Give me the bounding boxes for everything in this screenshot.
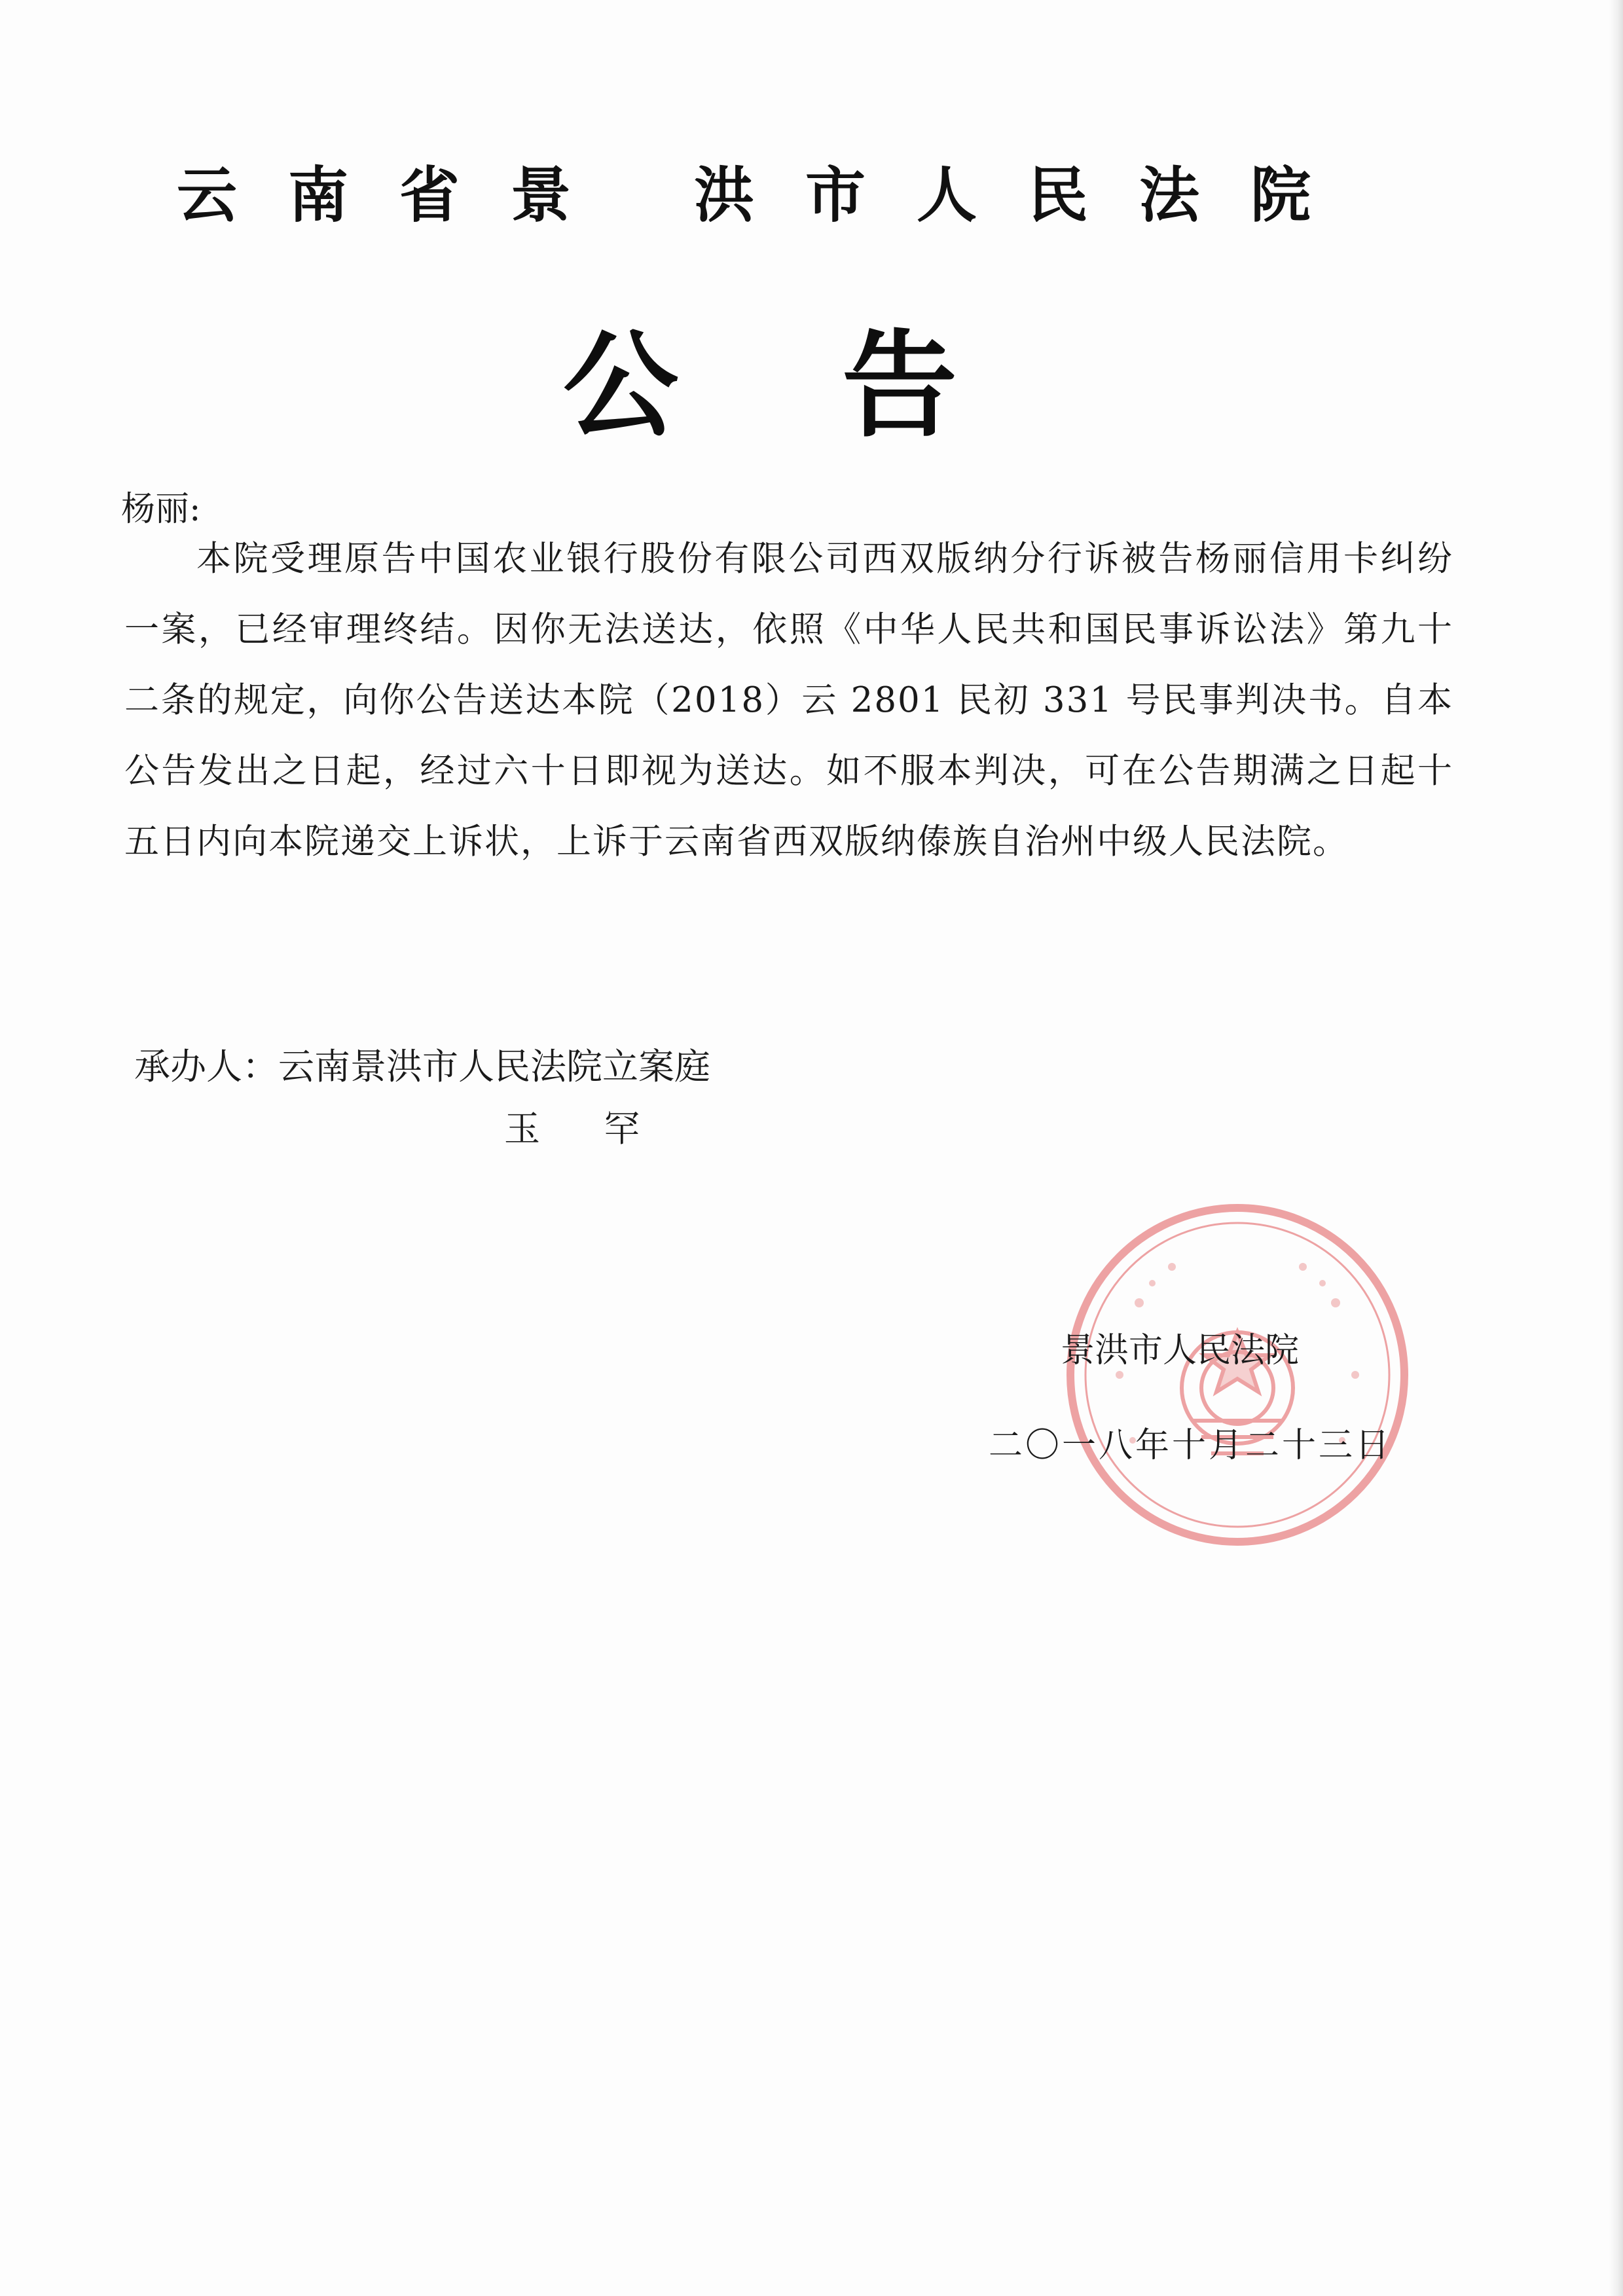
handler-department: 云南景洪市人民法院立案庭	[278, 1046, 711, 1087]
court-name-heading: 云南省景 洪市人民法院	[177, 160, 1362, 230]
notice-body: 本院受理原告中国农业银行股份有限公司西双版纳分行诉被告杨丽信用卡纠纷一案，已经审理终结。因你无法送达，依照《中华人民共和国民事诉讼法》第九十二条的规定，向你公告送达本院（2018）云 2801 民初 331 号民事判决书。自本公告发出之日起，经过六十日即视为送达。如不服本判决，可在公告期满之日起十五日内向本院递交上诉状，上诉于云南省西双版纳傣族自治州中级人民法院。	[124, 539, 1453, 862]
handler-line	[134, 1038, 710, 1089]
handler-name: 玉 罕	[504, 1108, 666, 1150]
handler-label: 承办人：	[134, 1046, 279, 1087]
court-seal-stamp	[1061, 1198, 1414, 1552]
addressee: 杨丽:	[121, 490, 201, 529]
issue-date: 二〇一八年十月二十三日	[989, 1426, 1393, 1465]
document-type-title: 公告	[563, 319, 1122, 453]
issuer-court-name: 景洪市人民法院	[1061, 1331, 1300, 1370]
scan-edge-shadow	[1609, 0, 1623, 2296]
